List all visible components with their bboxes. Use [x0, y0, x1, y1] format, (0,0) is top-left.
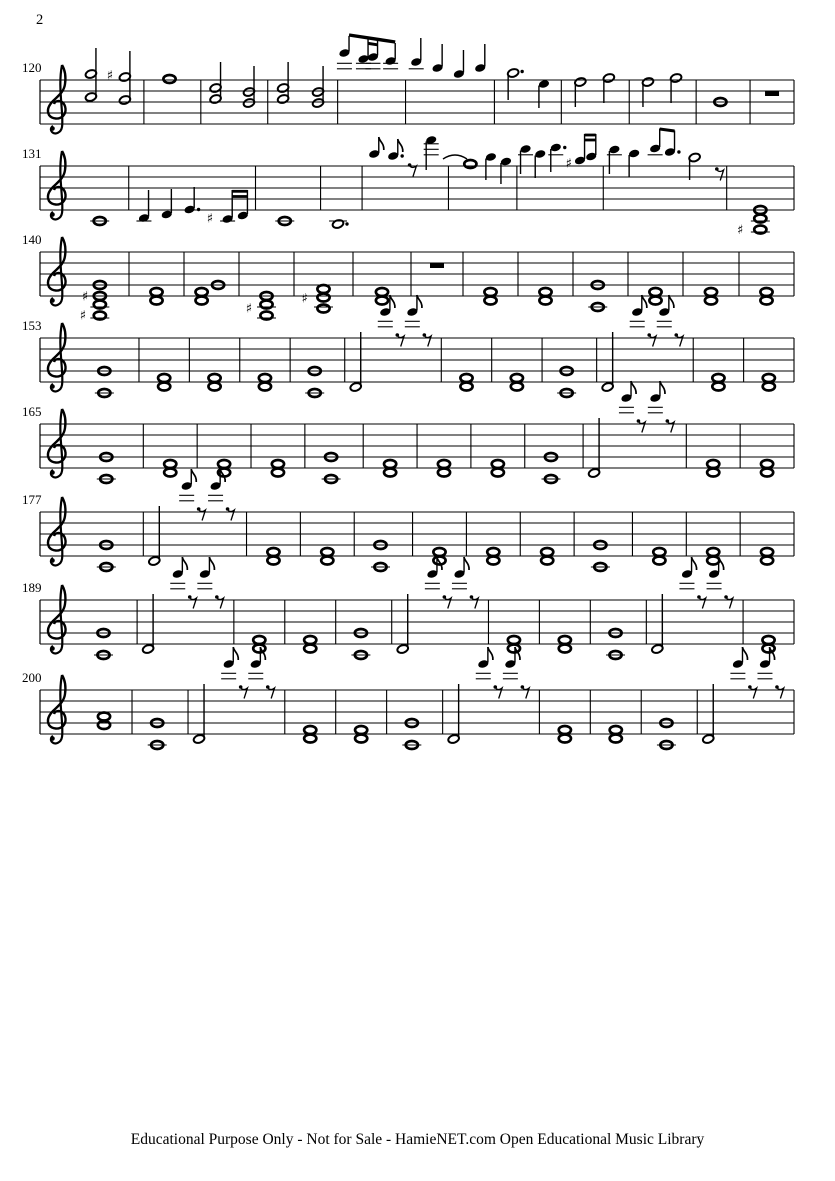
- footer-text: Educational Purpose Only - Not for Sale - HamieNET.com Open Educational Music Library: [130, 1131, 705, 1148]
- measure-172: [492, 460, 504, 477]
- measure-135: [368, 135, 439, 177]
- measure-162: [601, 295, 683, 392]
- measure-number: 177: [22, 492, 42, 507]
- measure-183: [487, 548, 499, 565]
- measure-176: [761, 460, 773, 477]
- measure-202: [193, 647, 275, 744]
- measure-number: 189: [22, 580, 42, 595]
- treble-clef-icon: [48, 497, 66, 565]
- sharp-accidental: ♯: [245, 301, 253, 317]
- system-131: [22, 129, 794, 239]
- measure-203: [304, 726, 316, 743]
- sharp-accidental: ♯: [106, 68, 114, 84]
- measure-138: [607, 129, 724, 181]
- measure-155: [208, 374, 220, 391]
- measure-137: [518, 134, 597, 178]
- measure-180: [321, 548, 333, 565]
- measure-number: 131: [22, 146, 42, 161]
- measure-190: [142, 557, 224, 654]
- measure-179: [267, 548, 279, 565]
- measure-120: [85, 48, 132, 105]
- sharp-accidental: ♯: [301, 291, 308, 307]
- system-165: [22, 381, 794, 483]
- measure-151: [705, 288, 717, 305]
- measure-160: [511, 374, 523, 391]
- measure-132: [136, 187, 248, 227]
- sharp-accidental: ♯: [79, 308, 87, 324]
- measure-124: [337, 35, 398, 69]
- measure-131: [90, 217, 109, 225]
- measure-187: [707, 548, 719, 565]
- measure-175: [707, 460, 719, 477]
- measure-196: [559, 636, 571, 653]
- measure-195: [508, 636, 520, 653]
- measure-156: [259, 374, 271, 391]
- measure-192: [304, 636, 316, 653]
- measure-166: [164, 460, 176, 477]
- treble-clef-icon: [48, 237, 66, 305]
- measure-200: [98, 713, 110, 730]
- measure-146: [430, 264, 444, 269]
- system-120: [22, 35, 794, 133]
- measure-148: [539, 288, 551, 305]
- system-177: [22, 469, 794, 571]
- measure-210: [702, 647, 784, 744]
- sharp-accidental: ♯: [737, 223, 744, 238]
- measure-122: [209, 62, 255, 108]
- measure-199: [762, 636, 774, 653]
- measure-163: [712, 374, 724, 391]
- sharp-accidental: ♯: [81, 289, 89, 305]
- measure-134: [329, 219, 349, 229]
- measure-207: [559, 726, 571, 743]
- measure-number: 140: [22, 232, 42, 247]
- treble-clef-icon: [48, 323, 66, 391]
- measure-174: [588, 381, 674, 478]
- treble-clef-icon: [48, 65, 66, 133]
- measure-121: [163, 75, 175, 83]
- treble-clef-icon: [48, 585, 66, 653]
- sharp-accidental: ♯: [565, 156, 572, 172]
- measure-191: [253, 636, 265, 653]
- measure-125: [409, 38, 487, 79]
- treble-clef-icon: [48, 675, 66, 743]
- measure-158: [349, 295, 431, 392]
- measure-140: [80, 281, 110, 324]
- measure-208: [610, 726, 622, 743]
- measure-194: [396, 557, 478, 654]
- measure-number: 153: [22, 318, 42, 333]
- system-189: [22, 557, 794, 659]
- page-number: 2: [36, 12, 44, 28]
- measure-152: [760, 288, 772, 305]
- measure-number: 200: [22, 670, 42, 685]
- measure-186: [653, 548, 665, 565]
- measure-188: [761, 548, 773, 565]
- measure-198: [651, 557, 733, 654]
- measure-145: [376, 288, 388, 305]
- measure-147: [484, 288, 496, 305]
- measure-150: [649, 288, 661, 305]
- treble-clef-icon: [48, 409, 66, 477]
- measure-139: [737, 206, 770, 238]
- measure-133: [275, 217, 294, 225]
- sharp-accidental: ♯: [206, 211, 214, 227]
- measure-154: [158, 374, 170, 391]
- measure-number: 165: [22, 404, 42, 419]
- system-153: [22, 295, 794, 397]
- measure-178: [148, 469, 234, 566]
- system-200: [22, 647, 794, 749]
- measure-159: [460, 374, 472, 391]
- measure-204: [355, 726, 367, 743]
- measure-141: [150, 288, 162, 305]
- measure-164: [763, 374, 775, 391]
- measure-168: [272, 460, 284, 477]
- measure-206: [447, 647, 529, 744]
- measure-number: 120: [22, 60, 42, 75]
- measure-123: [277, 62, 325, 108]
- measure-170: [384, 460, 396, 477]
- measure-136: [443, 152, 512, 184]
- system-140: [22, 232, 794, 324]
- measure-171: [438, 460, 450, 477]
- measure-184: [541, 548, 553, 565]
- measure-144: [301, 285, 333, 313]
- measure-130: [765, 92, 779, 97]
- treble-clef-icon: [48, 151, 66, 219]
